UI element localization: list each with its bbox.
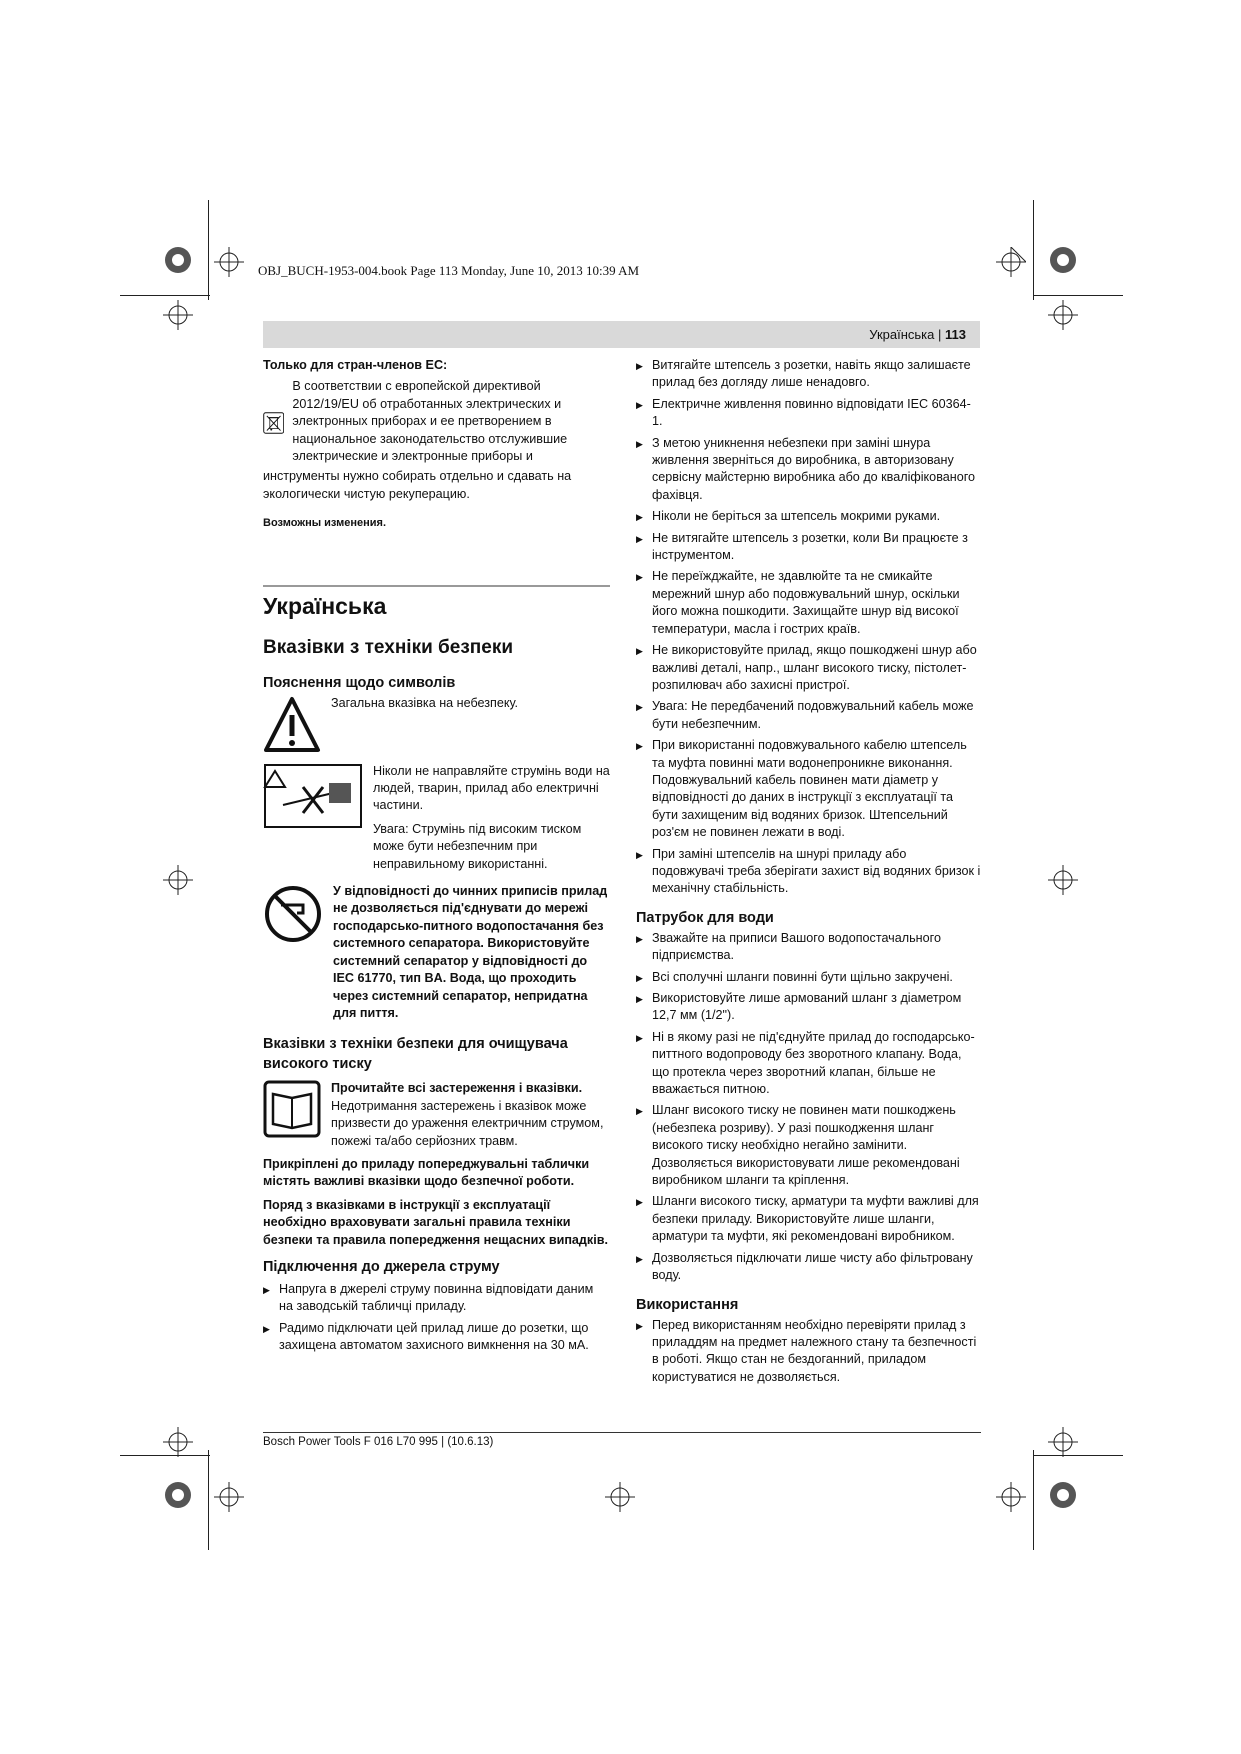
list-item: ▶ Витягайте штепсель з розетки, навіть якщо залишаєте прилад без догляду лише ненадовго. [636, 357, 981, 392]
read-manual-icon [263, 1080, 321, 1138]
list-item: ▶ При використанні подовжувального кабелю штепсель та муфта повинні мати водонепроникне виконання. Подовжувальний кабель повинен мати діаметр у відповідності до даних в інструкції з експлуатації та бути захищеним від водяних бризок. Штепсельний роз'єм не повинен лежати в воді. [636, 737, 981, 841]
cleaner-safety-title: Вказівки з техніки безпеки для очищувача високого тиску [263, 1036, 568, 1073]
list-item: ▶ При заміні штепселів на шнурі приладу або подовжувачі треба зберігати захист від водяних бризок і механічну стабільність. [636, 846, 981, 898]
registration-target-icon [163, 1480, 193, 1510]
symbol-tap-text: У відповідності до чинних приписів прилад не дозволяється під'єднувати до мережі господарсько-питного водопостачання без системного сепаратора. Використовуйте системний сепаратор у відповідності до IEC 61770, тип BA. Вода, що проходить через системний сепаратор, непридатна для пиття. [333, 884, 608, 1020]
crop-mark [120, 295, 210, 296]
print-header: OBJ_BUCH-1953-004.book Page 113 Monday, June 10, 2013 10:39 AM [258, 263, 640, 278]
list-item: ▶ Не витягайте штепсель з розетки, коли Ви працюєте з інструментом. [636, 530, 981, 565]
ru-text-2: инструменты нужно собирать отдельно и сдавать на экологически чистую рекуперацию. [263, 469, 572, 501]
safety-title: Вказівки з техніки безпеки [263, 636, 514, 658]
footer-rule [263, 1432, 981, 1433]
list-item: ▶ Електричне живлення повинно відповідати IEC 60364-1. [636, 396, 981, 431]
page-footer: Bosch Power Tools F 016 L70 995 | (10.6.13) [263, 1436, 494, 1448]
crosshair-icon [163, 1427, 193, 1457]
bold-note-1: Прикріплені до приладу попереджувальні таблички містять важливі вказівки щодо безпечної роботи. [263, 1156, 590, 1189]
bold-note-2: Поряд з вказівками в інструкції з експлуатації необхідно враховувати загальні правила техніки безпеки та правила попередження нещасних випадків. [263, 1197, 608, 1247]
warning-triangle-icon [263, 695, 321, 755]
list-item: ▶ Радимо підключати цей прилад лише до розетки, що захищена автоматом захисного вимкнення на 30 мА. [263, 1320, 610, 1355]
running-header-separator: | [938, 327, 942, 342]
crosshair-icon [1048, 865, 1078, 895]
crop-mark [208, 200, 209, 300]
list-item: ▶ Всі сполучні шланги повинні бути щільно закручені. [636, 969, 981, 986]
power-title: Підключення до джерела струму [263, 1258, 500, 1275]
crop-mark [1033, 295, 1123, 296]
water-list [636, 930, 981, 1285]
usage-list [636, 1317, 981, 1387]
list-item: ▶ Перед використанням необхідно перевіряти прилад з приладдям на предмет належного стану та безпечності в роботі. Якщо стан не бездоганний, приладом користуватися не дозволяється. [636, 1317, 981, 1387]
crosshair-icon [1048, 1427, 1078, 1457]
left-column [263, 357, 610, 1359]
right-column [636, 357, 981, 1390]
water-jet-warning-icon [263, 763, 363, 829]
list-item: ▶ Шланги високого тиску, арматури та муфти важливі для безпеки приладу. Використовуйте лише шланги, арматури та муфти, які рекомендовані виробником. [636, 1193, 981, 1245]
page-number: 113 [945, 327, 966, 342]
read-warnings-text: Недотримання застережень і вказівок може призвести до ураження електричним струмом, пожежі та/або серйозних травм. [331, 1098, 604, 1148]
list-item: ▶ Шланг високого тиску не повинен мати пошкоджень (небезпека розриву). У разі пошкодження шланг високого тиску необхідно негайно замінити. Дозволяється використовувати лише рекомендовані виробником шланги та кріплення. [636, 1102, 981, 1189]
usage-title: Використання [636, 1296, 739, 1313]
crop-mark [208, 1450, 209, 1550]
registration-target-icon [163, 245, 193, 275]
list-item: ▶ Використовуйте лише армований шланг з діаметром 12,7 мм (1/2"). [636, 990, 981, 1025]
ru-section-title: Только для стран-членов ЕС: [263, 358, 448, 372]
registration-target-icon [1048, 1480, 1078, 1510]
registration-target-icon [1048, 245, 1078, 275]
crosshair-icon [996, 1482, 1026, 1512]
read-warnings-bold: Прочитайте всі застереження і вказівки. [331, 1081, 583, 1096]
list-item: ▶ Ніколи не беріться за штепсель мокрими руками. [636, 508, 981, 525]
crosshair-icon [163, 865, 193, 895]
symbol-jet-text-1: Ніколи не направляйте струмінь води на людей, тварин, прилад або електричні частини. [373, 763, 610, 813]
list-item: ▶ Зважайте на приписи Вашого водопостачального підприємства. [636, 930, 981, 965]
crosshair-icon [996, 247, 1026, 277]
symbol-general-text: Загальна вказівка на небезпеку. [331, 695, 519, 710]
running-header [263, 321, 980, 348]
list-item: ▶ З метою уникнення небезпеки при заміні шнура живлення зверніться до виробника, в авторизовану сервісну майстерню виробника або до кваліфікованого фахівця. [636, 435, 981, 505]
crosshair-icon [214, 247, 244, 277]
list-item: ▶ Дозволяється підключати лише чисту або фільтровану воду. [636, 1250, 981, 1285]
symbol-jet-text-2: Увага: Струмінь під високим тиском може бути небезпечним при неправильному використанні. [373, 821, 582, 871]
crosshair-icon [605, 1482, 635, 1512]
weee-bin-icon [263, 378, 284, 468]
crosshair-icon [163, 300, 193, 330]
list-item: ▶ Увага: Не передбачений подовжувальний кабель може бути небезпечним. [636, 698, 981, 733]
water-inlet-title: Патрубок для води [636, 909, 774, 926]
symbols-title: Пояснення щодо символів [263, 674, 456, 691]
power-list-continued [636, 357, 981, 898]
crosshair-icon [1048, 300, 1078, 330]
crop-mark [1033, 1450, 1034, 1550]
ru-text-1: В соответствии с европейской директивой 2012/19/EU об отработанных электрических и электронных приборах и ее претворением в национальное законодательство отслужившие электрические и электронные приборы и [292, 379, 568, 464]
running-header-language: Українська [869, 327, 935, 342]
list-item: ▶ Напруга в джерелі струму повинна відповідати даним на заводській табличці приладу. [263, 1281, 610, 1316]
language-title: Українська [263, 592, 387, 619]
list-item: ▶ Не переїжджайте, не здавлюйте та не смикайте мережний шнур або подовжувальний шнур, оскільки його можна пошкодити. Захищайте шнур від високої температури, масла і гострих країв. [636, 568, 981, 638]
no-tap-connection-icon [263, 883, 323, 945]
ru-changes: Возможны изменения. [263, 517, 387, 530]
section-rule [263, 585, 610, 587]
crosshair-icon [214, 1482, 244, 1512]
crop-mark [1033, 1455, 1123, 1456]
crop-mark [1033, 200, 1034, 300]
list-item: ▶ Не використовуйте прилад, якщо пошкоджені шнур або важливі деталі, напр., шланг високого тиску, пістолет-розпилювач або захисні пристрої. [636, 642, 981, 694]
power-list [263, 1281, 610, 1355]
list-item: ▶ Ні в якому разі не під'єднуйте прилад до господарсько-питтного водопроводу без зворотного клапану. Вода, що протекла через зворотний клапан, більше не вважається питною. [636, 1029, 981, 1099]
